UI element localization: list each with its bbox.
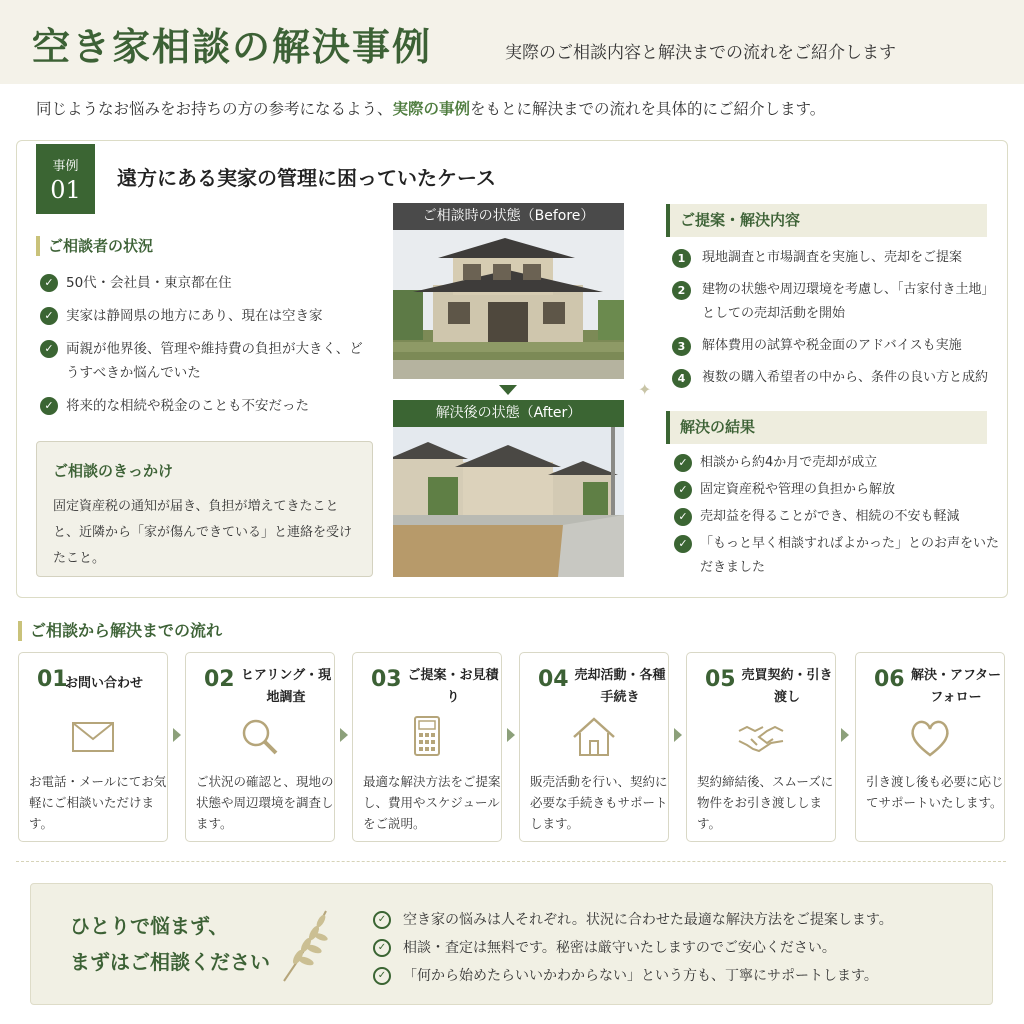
list-item	[373, 962, 893, 990]
step-number: 06	[874, 667, 905, 692]
list-item	[36, 304, 366, 328]
list-item	[36, 394, 366, 418]
house-icon	[570, 715, 618, 759]
chevron-right-icon	[340, 728, 348, 742]
step-desc: 最適な解決方法をご提案し、費用やスケジュールをご説明。	[363, 774, 501, 831]
trigger-text: 固定資産税の通知が届き、負担が増えてきたことと、近隣から「家が傷んできている」と連絡を受けたこと。	[53, 499, 353, 566]
magnifier-icon	[236, 715, 284, 759]
cta-heading	[70, 908, 270, 980]
list-item	[670, 451, 1000, 475]
situation-list	[36, 271, 366, 427]
step-number: 02	[204, 667, 235, 692]
check-icon: ✓	[40, 340, 58, 358]
cta-heading-line: まずはご相談ください	[70, 950, 270, 974]
step-title: ご提案・お見積り	[407, 668, 499, 705]
step-desc: 販売活動を行い、契約に必要な手続きもサポートします。	[530, 774, 668, 831]
proposal-text: 建物の状態や周辺環境を考慮し、「古家付き土地」としての売却活動を開始	[702, 282, 989, 321]
case-badge-label: 事例	[52, 159, 79, 174]
check-circle-icon: ✓	[373, 967, 391, 985]
number-badge: 1	[672, 249, 691, 268]
list-item	[670, 505, 1000, 529]
list-item	[36, 337, 366, 385]
case-title: 遠方にある実家の管理に困っていたケース	[117, 166, 496, 190]
cta-text: 相談・査定は無料です。秘密は厳守いたしますのでご安心ください。	[403, 940, 836, 956]
heart-icon	[906, 715, 954, 759]
divider	[16, 861, 1006, 862]
number-badge: 3	[672, 337, 691, 356]
intro-after: をもとに解決までの流れを具体的にご紹介します。	[470, 100, 826, 118]
flow-step-6	[855, 652, 1005, 842]
chevron-right-icon	[173, 728, 181, 742]
leaf-icon	[276, 905, 336, 985]
proposal-label: ご提案・解決内容	[666, 204, 987, 237]
list-item	[373, 934, 893, 962]
list-item	[672, 246, 992, 270]
check-circle-icon: ✓	[373, 911, 391, 929]
after-photo	[393, 427, 624, 577]
step-number: 01	[37, 667, 68, 692]
flow-step-1	[18, 652, 168, 842]
before-photo	[393, 230, 624, 379]
result-list	[670, 451, 1000, 583]
check-icon: ✓	[40, 397, 58, 415]
proposal-text: 現地調査と市場調査を実施し、売却をご提案	[702, 250, 963, 265]
step-number: 03	[371, 667, 402, 692]
intro-before: 同じようなお悩みをお持ちの方の参考になるよう、	[36, 100, 393, 118]
arrow-down-icon	[499, 385, 517, 395]
intro-highlight: 実際の事例	[392, 100, 471, 118]
proposal-list	[672, 246, 992, 398]
check-icon: ✓	[674, 508, 692, 526]
result-label: 解決の結果	[666, 411, 987, 444]
flow-step-5	[686, 652, 836, 842]
result-text: 売却益を得ることができ、相続の不安も軽減	[700, 509, 960, 524]
step-number: 04	[538, 667, 569, 692]
list-item	[670, 532, 1000, 580]
situation-text: 将来的な相続や税金のことも不安だった	[66, 398, 309, 414]
check-icon: ✓	[674, 481, 692, 499]
result-text: 固定資産税や管理の負担から解放	[700, 482, 896, 497]
flow-step-4	[519, 652, 669, 842]
cta-text: 空き家の悩みは人それぞれ。状況に合わせた最適な解決方法をご提案します。	[403, 912, 893, 928]
situation-text: 50代・会社員・東京都在住	[66, 275, 232, 291]
flow-step-3	[352, 652, 502, 842]
check-icon: ✓	[674, 535, 692, 553]
proposal-text: 解体費用の試算や税金面のアドバイスも実施	[702, 338, 962, 353]
case-badge	[36, 144, 95, 214]
sparkle-icon: ✦	[638, 380, 652, 399]
situation-text: 実家は静岡県の地方にあり、現在は空き家	[66, 308, 323, 324]
list-item	[672, 278, 992, 326]
situation-label: ご相談者の状況	[36, 236, 153, 256]
step-title: 売却活動・各種手続き	[574, 668, 666, 705]
list-item	[36, 271, 366, 295]
step-number: 05	[705, 667, 736, 692]
proposal-text: 複数の購入希望者の中から、条件の良い方と成約	[702, 370, 989, 385]
after-caption: 解決後の状態（After）	[393, 400, 624, 427]
calculator-icon	[403, 715, 451, 759]
case-badge-number: 01	[50, 176, 81, 204]
list-item	[672, 366, 992, 390]
cta-text: 「何から始めたらいいかわからない」という方も、丁寧にサポートします。	[403, 968, 878, 984]
step-desc: 引き渡し後も必要に応じてサポートいたします。	[866, 774, 1004, 810]
check-icon: ✓	[674, 454, 692, 472]
step-title: 売買契約・引き渡し	[741, 668, 833, 705]
step-title: お問い合わせ	[65, 676, 144, 691]
check-icon: ✓	[40, 274, 58, 292]
result-text: 「もっと早く相談すればよかった」とのお声をいただきました	[700, 536, 1000, 575]
handshake-icon	[737, 715, 785, 759]
number-badge: 4	[672, 369, 691, 388]
step-desc: ご状況の確認と、現地の状態や周辺環境を調査します。	[196, 774, 334, 831]
mail-icon	[69, 715, 117, 759]
chevron-right-icon	[507, 728, 515, 742]
step-desc: 契約締結後、スムーズに物件をお引き渡しします。	[697, 774, 834, 831]
cta-list	[373, 906, 893, 990]
step-desc: お電話・メールにてお気軽にご相談いただけます。	[29, 774, 167, 831]
check-icon: ✓	[40, 307, 58, 325]
cta-heading-line: ひとりで悩まず、	[70, 914, 229, 938]
trigger-box	[36, 441, 373, 577]
number-badge: 2	[672, 281, 691, 300]
step-title: 解決・アフターフォロー	[910, 668, 1002, 705]
trigger-title: ご相談のきっかけ	[53, 462, 174, 480]
page-title: 空き家相談の解決事例	[32, 24, 433, 69]
check-circle-icon: ✓	[373, 939, 391, 957]
result-text: 相談から約4か月で売却が成立	[700, 455, 878, 470]
chevron-right-icon	[841, 728, 849, 742]
intro-text	[36, 97, 825, 119]
situation-text: 両親が他界後、管理や維持費の負担が大きく、どうすべきか悩んでいた	[66, 341, 363, 381]
step-title: ヒアリング・現地調査	[240, 668, 332, 705]
list-item	[373, 906, 893, 934]
before-caption: ご相談時の状態（Before）	[393, 203, 624, 230]
flow-label: ご相談から解決までの流れ	[18, 621, 222, 641]
page-subtitle: 実際のご相談内容と解決までの流れをご紹介します	[505, 43, 896, 63]
chevron-right-icon	[674, 728, 682, 742]
list-item	[670, 478, 1000, 502]
flow-step-2	[185, 652, 335, 842]
list-item	[672, 334, 992, 358]
